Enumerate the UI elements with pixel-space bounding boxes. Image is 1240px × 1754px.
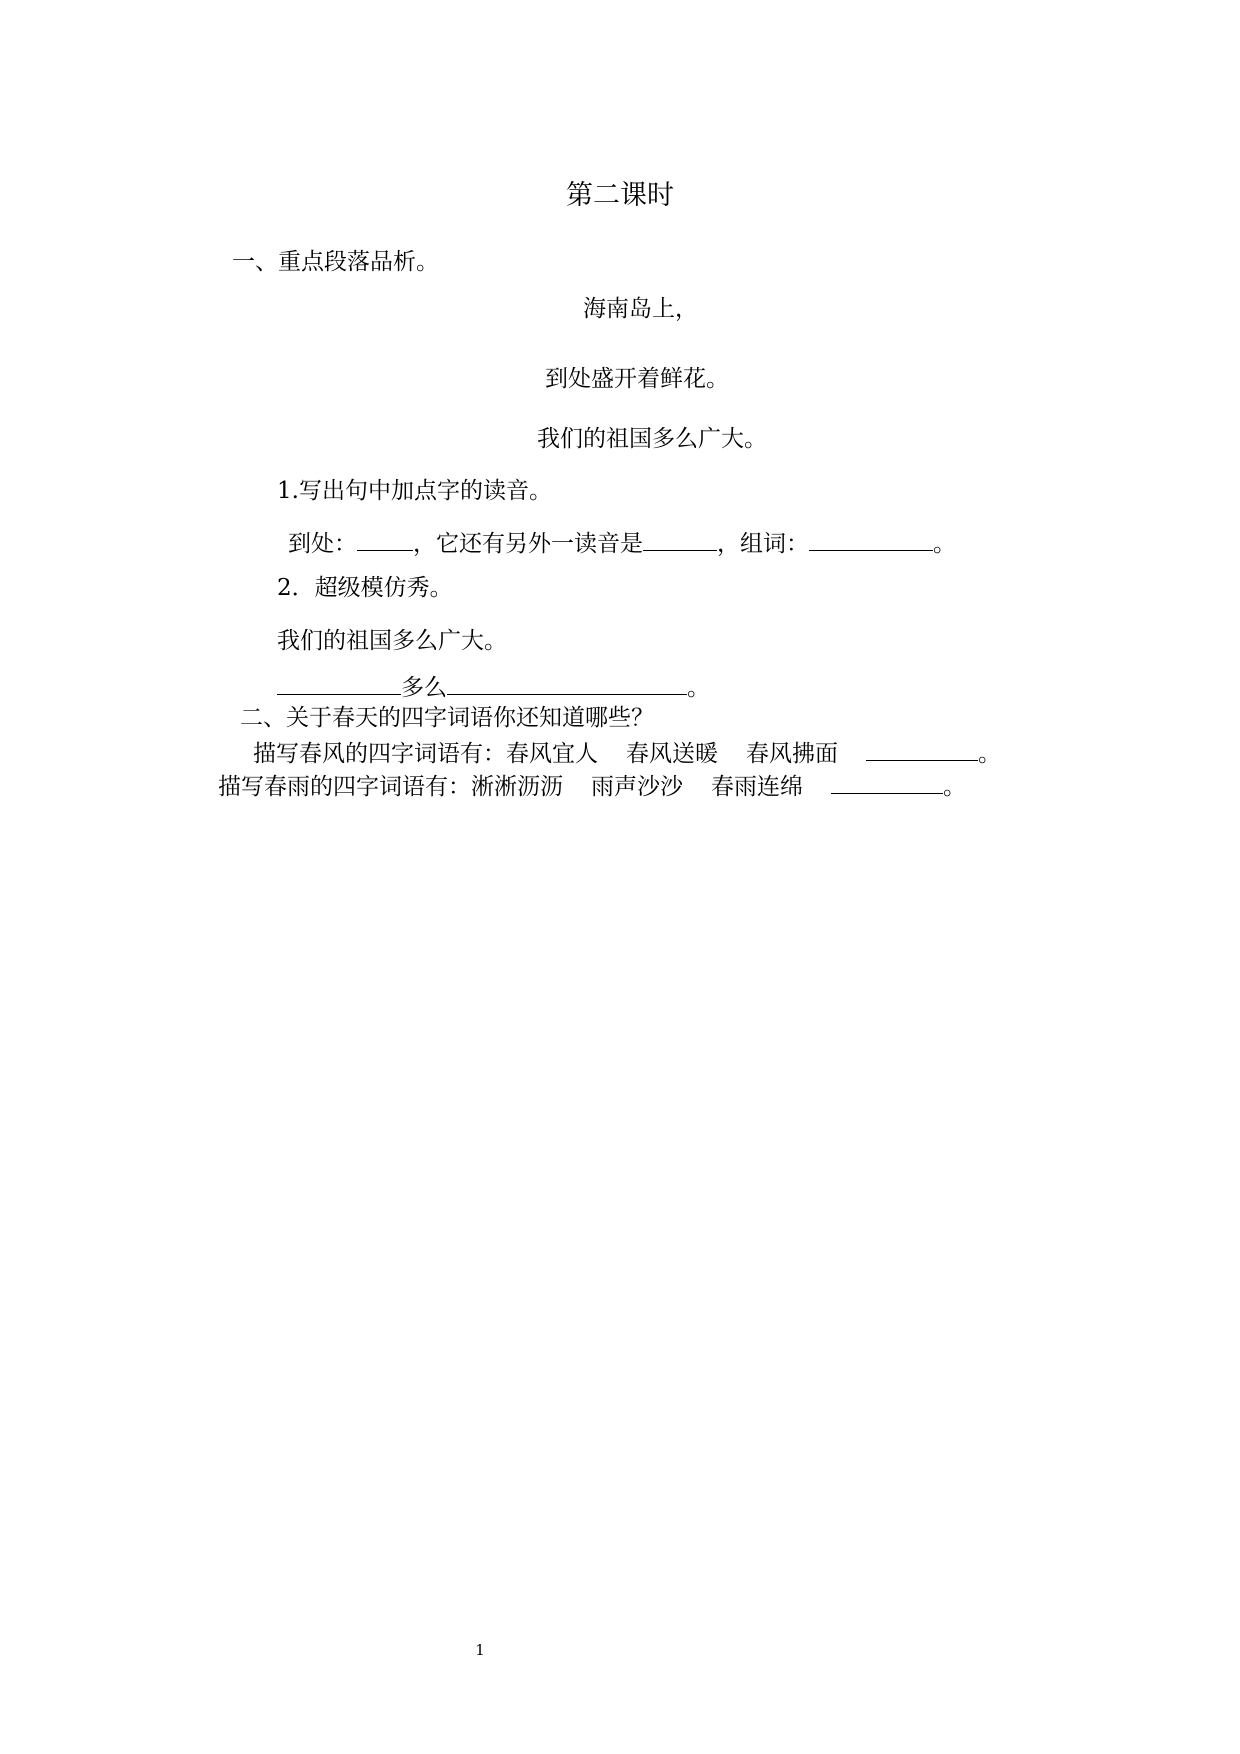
spring-rain-line <box>218 773 966 799</box>
rain-answer-blank[interactable] <box>831 773 943 794</box>
pattern-word: 多么 <box>401 675 447 701</box>
section2-heading: 二、关于春天的四字词语你还知道哪些？ <box>240 705 654 731</box>
word-blank[interactable] <box>809 530 933 551</box>
q1-label-d: 。 <box>933 531 956 557</box>
rain-word-1: 淅淅沥沥 <box>471 774 563 800</box>
question-2-prompt: 2．超级模仿秀。 <box>277 575 453 601</box>
page-title: 第二课时 <box>566 180 674 211</box>
alternate-pinyin-blank[interactable] <box>643 530 717 551</box>
rain-word-3: 春雨连绵 <box>711 774 803 800</box>
question-1-prompt: 1.写出句中加点字的读音。 <box>277 478 552 504</box>
wind-lead: 描写春风的四字词语有： <box>253 741 506 767</box>
wind-end: 。 <box>978 741 1001 767</box>
q1-label-b: ，它还有另外一读音是 <box>413 531 643 557</box>
rain-end: 。 <box>943 774 966 800</box>
question-2-pattern-line <box>277 674 710 700</box>
wind-answer-blank[interactable] <box>866 740 978 761</box>
spring-wind-line <box>253 740 1001 766</box>
q1-label-c: ，组词： <box>717 531 809 557</box>
page-number: 1 <box>475 1641 485 1659</box>
wind-word-2: 春风送暖 <box>626 741 718 767</box>
question-1-answer-line <box>288 530 956 556</box>
poem-line-1: 海南岛上， <box>583 296 698 322</box>
imitation-predicate-blank[interactable] <box>447 674 687 695</box>
rain-lead: 描写春雨的四字词语有： <box>218 774 471 800</box>
wind-word-3: 春风拂面 <box>746 741 838 767</box>
wind-word-1: 春风宜人 <box>506 741 598 767</box>
q1-label-a: 到处： <box>288 531 357 557</box>
poem-line-2: 到处盛开着鲜花。 <box>545 366 729 392</box>
pattern-end: 。 <box>687 675 710 701</box>
rain-word-2: 雨声沙沙 <box>591 774 683 800</box>
imitation-subject-blank[interactable] <box>277 674 401 695</box>
question-2-example: 我们的祖国多么广大。 <box>277 628 507 654</box>
pinyin-blank[interactable] <box>357 530 413 551</box>
poem-line-3: 我们的祖国多么广大。 <box>537 426 767 452</box>
section1-heading: 一、重点段落品析。 <box>232 249 439 275</box>
